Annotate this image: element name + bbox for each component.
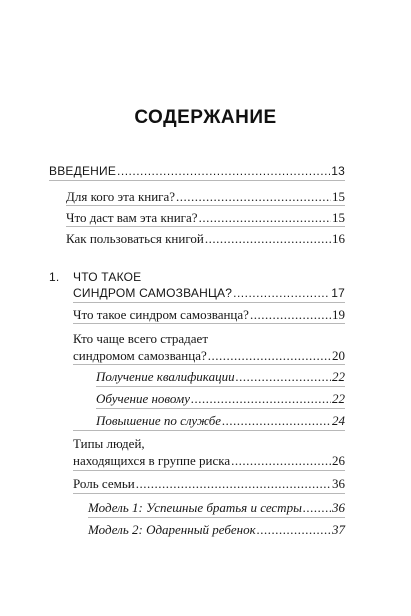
toc-page-number: 15 (332, 210, 345, 225)
toc-divider (66, 226, 345, 227)
toc-entry-title: Модель 1: Успешные братья и сестры (88, 500, 302, 515)
toc-page-number: 13 (331, 164, 345, 178)
toc-entry-getting-qualification[interactable] (96, 369, 345, 385)
toc-entry-model-2[interactable] (88, 522, 345, 538)
toc-entry-title: Для кого эта книга? (66, 189, 176, 204)
toc-page-number: 22 (332, 369, 345, 384)
toc-divider (73, 470, 345, 471)
toc-entry-learning-new[interactable] (96, 391, 345, 407)
toc-leader-dots (176, 189, 331, 205)
toc-entry-who-suffers-most[interactable] (73, 331, 345, 364)
toc-page-number: 22 (332, 391, 345, 406)
toc-entry-title-line-2: синдромом самозванца? (73, 348, 207, 363)
toc-entry-promotion[interactable] (96, 413, 345, 429)
toc-entry-title: Модель 2: Одаренный ребенок (88, 522, 256, 537)
toc-entry-title: Обучение новому (96, 391, 190, 406)
toc-divider (66, 205, 345, 206)
toc-entry-title: ВВЕДЕНИЕ (49, 164, 117, 178)
toc-leader-dots (199, 210, 331, 226)
toc-entry-who-is-this-book-for[interactable] (66, 189, 345, 205)
toc-divider (73, 493, 345, 494)
toc-entry-title-line-1: ЧТО ТАКОЕ (73, 270, 142, 284)
toc-page-number: 17 (331, 286, 345, 300)
toc-leader-dots (117, 164, 330, 178)
toc-entry-title: Что даст вам эта книга? (66, 210, 198, 225)
chapter-number: 1. (49, 270, 60, 284)
toc-entry-title-line-1: Кто чаще всего страдает (73, 331, 209, 346)
toc-entry-what-is-impostor-syndrome[interactable] (73, 307, 345, 323)
toc-divider (73, 364, 345, 365)
toc-leader-dots (233, 286, 330, 300)
toc-page-number: 19 (332, 307, 345, 322)
toc-leader-dots (257, 522, 331, 538)
toc-page-number: 36 (332, 500, 345, 515)
toc-divider (96, 386, 345, 387)
toc-leader-dots (191, 391, 331, 407)
toc-divider (73, 323, 345, 324)
toc-entry-what-book-gives[interactable] (66, 210, 345, 226)
toc-entry-title: Роль семьи (73, 476, 135, 491)
toc-entry-title: Что такое синдром самозванца? (73, 307, 249, 322)
toc-leader-dots (231, 453, 331, 469)
toc-entry-title: Как пользоваться книгой (66, 231, 204, 246)
toc-page-number: 26 (332, 453, 345, 468)
toc-leader-dots (303, 500, 331, 516)
toc-entry-chapter-1[interactable] (49, 270, 345, 300)
toc-entry-title-line-1: Типы людей, (73, 436, 145, 451)
toc-entry-model-1[interactable] (88, 500, 345, 516)
toc-entry-introduction[interactable] (49, 164, 345, 178)
toc-entry-risk-group-types[interactable] (73, 436, 345, 469)
toc-leader-dots (236, 369, 331, 385)
toc-entry-title-line-2: находящихся в группе риска (73, 453, 231, 468)
toc-entry-title-line-2: СИНДРОМ САМОЗВАНЦА? (73, 286, 233, 300)
toc-page-number: 24 (332, 413, 345, 428)
toc-page-number: 20 (332, 348, 345, 363)
toc-entry-title: Повышение по службе (96, 413, 222, 428)
toc-entry-title: Получение квалификации (96, 369, 235, 384)
toc-divider (88, 517, 345, 518)
toc-entry-how-to-use[interactable] (66, 231, 345, 247)
toc-divider (49, 180, 345, 181)
toc-page-number: 16 (332, 231, 345, 246)
toc-leader-dots (222, 413, 331, 429)
toc-entry-family-role[interactable] (73, 476, 345, 492)
toc-leader-dots (136, 476, 331, 492)
toc-page-number: 15 (332, 189, 345, 204)
toc-divider (96, 408, 345, 409)
toc-page-number: 36 (332, 476, 345, 491)
toc-leader-dots (250, 307, 331, 323)
toc-divider (73, 430, 345, 431)
page-title: СОДЕРЖАНИЕ (134, 107, 277, 128)
toc-divider (73, 302, 345, 303)
toc-leader-dots (208, 348, 331, 364)
toc-leader-dots (205, 231, 331, 247)
toc-page-number: 37 (332, 522, 345, 537)
